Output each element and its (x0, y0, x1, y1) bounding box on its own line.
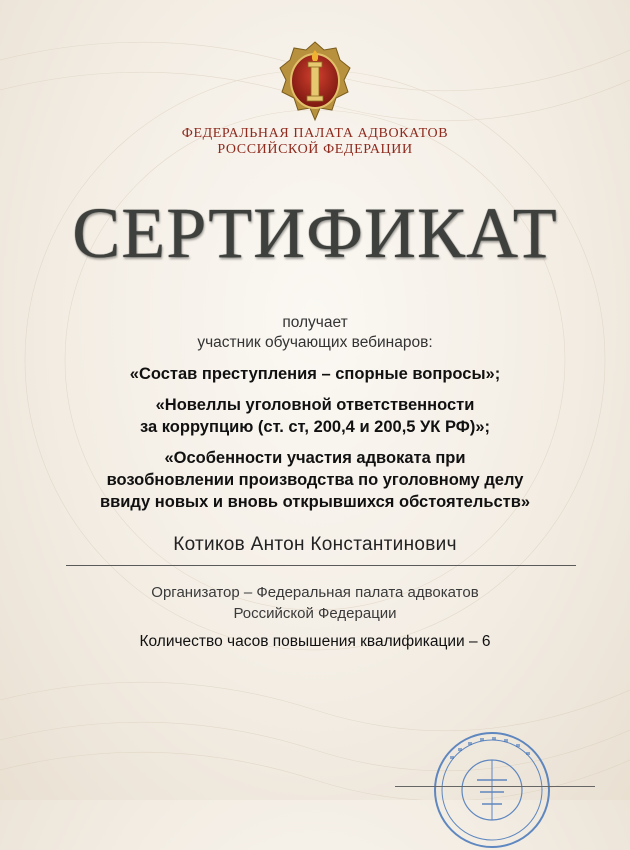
webinar-2-line-1: «Новеллы уголовной ответственности (155, 396, 475, 414)
webinar-3-line-2: возобновлении производства по уголовному делу (106, 471, 524, 489)
webinar-2-line-2: за коррупцию (ст. ст, 200,4 и 200,5 УК РФ)»; (140, 418, 490, 436)
ffr-bar-emblem-icon (278, 40, 352, 122)
organizer-line1: Организатор – Федеральная палата адвокатов (151, 584, 479, 601)
webinar-3-line-1: «Особенности участия адвоката при (164, 449, 466, 467)
organizer-line2: Российской Федерации (233, 605, 397, 622)
recipient-name: Котиков Антон Константинович (173, 534, 457, 555)
organization-name-line2: РОССИЙСКОЙ ФЕДЕРАЦИИ (217, 142, 413, 157)
certificate-title: СЕРТИФИКАТ (72, 193, 558, 273)
webinar-3-line-3: ввиду новых и вновь открывшихся обстоятельств» (99, 493, 531, 511)
round-seal-icon (432, 730, 552, 850)
receives-text: получает (282, 314, 348, 331)
signature-line (395, 786, 595, 787)
name-divider (66, 565, 576, 566)
organization-name-line1: ФЕДЕРАЛЬНАЯ ПАЛАТА АДВОКАТОВ (181, 126, 449, 141)
hours-text: Количество часов повышения квалификации – 6 (139, 633, 491, 650)
webinar-1-line-1: «Состав преступления – спорные вопросы»; (129, 365, 501, 383)
participant-text: участник обучающих вебинаров: (197, 334, 433, 351)
